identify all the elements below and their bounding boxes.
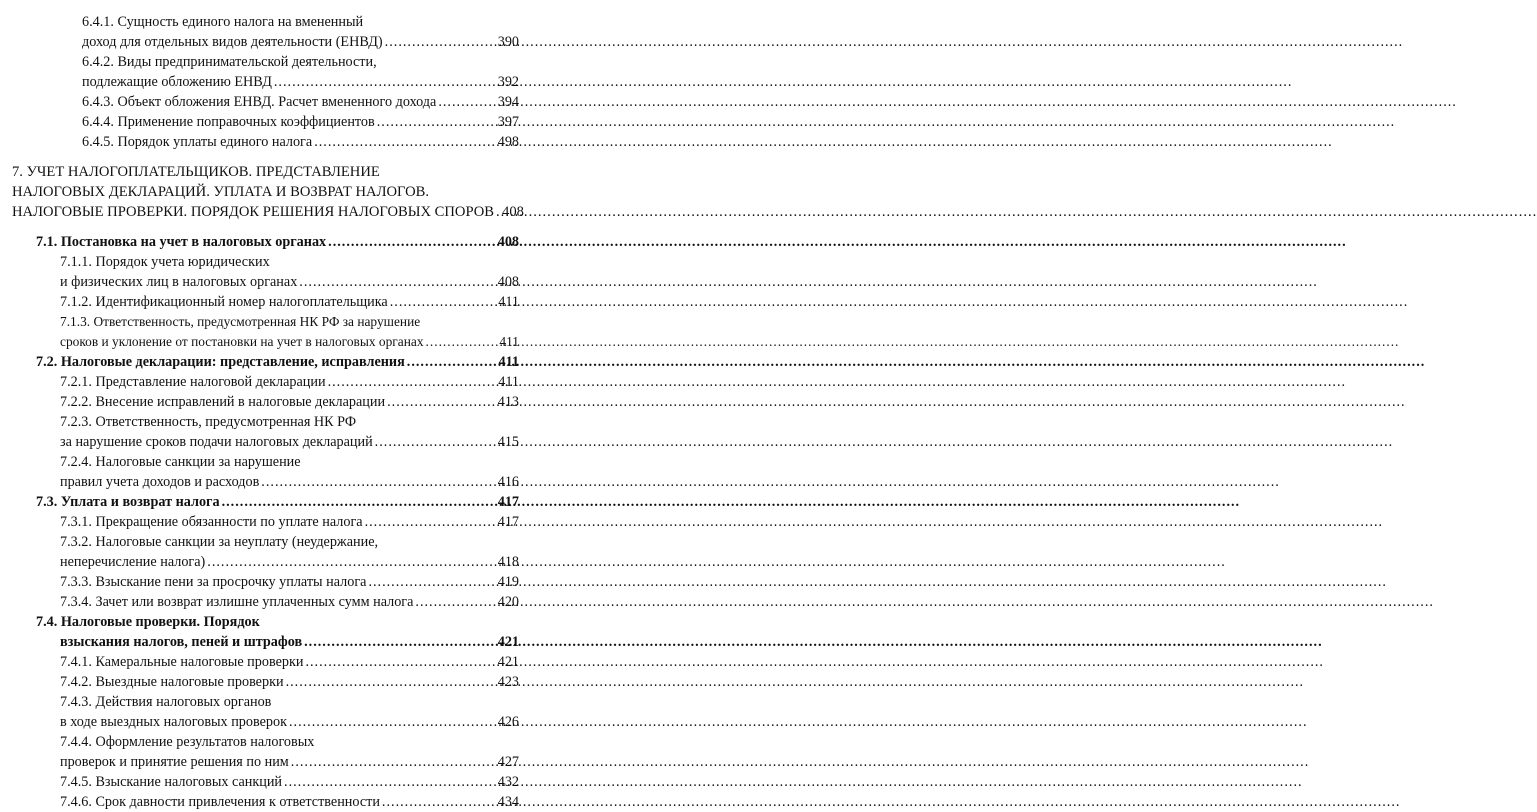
- dot-leader: [286, 672, 496, 692]
- page-number: 417: [497, 494, 519, 510]
- page-number: 426: [497, 714, 519, 730]
- toc-entry-title: 7.3.3. Взыскание пени за просрочку уплаты налога: [60, 574, 367, 590]
- toc-section-title: 7.2. Налоговые декларации: представление, исправления: [36, 354, 405, 370]
- dot-leader: [387, 392, 496, 412]
- dot-leader: [365, 512, 496, 532]
- page-number: 427: [497, 754, 519, 770]
- page-number: 408: [502, 204, 524, 220]
- toc-entry-title: подлежащие обложению ЕНВД: [82, 74, 272, 90]
- dot-leader: [289, 712, 496, 732]
- dot-leader: [291, 752, 496, 772]
- dot-leader: [390, 292, 497, 312]
- toc-entry-title: 7.4.5. Взыскание налоговых санкций: [60, 774, 283, 790]
- dot-leader: [496, 202, 500, 222]
- page-number: 416: [497, 474, 519, 490]
- page-number: 413: [497, 394, 519, 410]
- toc-section-title: 7.1. Постановка на учет в налоговых органах: [36, 234, 327, 250]
- dot-leader: [207, 552, 495, 572]
- toc-entry-title: 7.4.2. Выездные налоговые проверки: [60, 674, 284, 690]
- page-number: 432: [497, 774, 519, 790]
- dot-leader: [304, 632, 496, 652]
- toc-entry-title: 7.1.1. Порядок учета юридических: [60, 254, 270, 270]
- toc-chapter-title: НАЛОГОВЫЕ ПРОВЕРКИ. ПОРЯДОК РЕШЕНИЯ НАЛОГОВЫХ СПОРОВ: [12, 204, 495, 220]
- toc-chapter-title: 7. УЧЕТ НАЛОГОПЛАТЕЛЬЩИКОВ. ПРЕДСТАВЛЕНИЕ: [12, 164, 380, 180]
- toc-entry-title: 7.4.6. Срок давности привлечения к ответственности: [60, 794, 380, 810]
- dot-leader: [382, 792, 496, 812]
- page-number: 420: [497, 594, 519, 610]
- toc-entry-title: доход для отдельных видов деятельности (ЕНВД): [82, 34, 383, 50]
- toc-section-title: 7.4. Налоговые проверки. Порядок: [36, 614, 260, 630]
- toc-entry-title: проверок и принятие решения по ним: [60, 754, 289, 770]
- page-number: 408: [497, 234, 519, 250]
- toc-entry-title: 7.2.3. Ответственность, предусмотренная НК РФ: [60, 414, 357, 430]
- toc-entry-title: неперечисление налога): [60, 554, 206, 570]
- toc-entry-title: и физических лиц в налоговых органах: [60, 274, 298, 290]
- page-number: 421: [497, 654, 519, 670]
- dot-leader: [377, 112, 496, 132]
- toc-entry-title: 6.4.5. Порядок уплаты единого налога: [82, 134, 313, 150]
- dot-leader: [222, 492, 496, 512]
- page-number: 418: [497, 554, 519, 570]
- dot-leader: [328, 372, 497, 392]
- dot-leader: [261, 472, 495, 492]
- toc-entry-title: 7.4.4. Оформление результатов налоговых: [60, 734, 315, 750]
- toc-entry-title: 7.1.3. Ответственность, предусмотренная НК РФ за нарушение: [60, 314, 421, 329]
- page-number: 411: [498, 354, 519, 370]
- toc-entry-title: правил учета доходов и расходов: [60, 474, 260, 490]
- dot-leader: [407, 352, 497, 372]
- page-number: 421: [497, 634, 519, 650]
- toc-entry-title: 6.4.3. Объект обложения ЕНВД. Расчет вмененного дохода: [82, 94, 437, 110]
- toc-entry-title: за нарушение сроков подачи налоговых деклараций: [60, 434, 373, 450]
- toc-entry-title: 7.3.1. Прекращение обязанности по уплате налога: [60, 514, 363, 530]
- toc-entry-title: сроков и уклонение от постановки на учет в налоговых органах: [60, 334, 424, 349]
- toc-entry-title: 7.1.2. Идентификационный номер налогоплательщика: [60, 294, 388, 310]
- dot-leader: [415, 592, 495, 612]
- page-number: 390: [497, 34, 519, 50]
- toc-entry-title: 6.4.1. Сущность единого налога на вмененный: [82, 14, 364, 30]
- dot-leader: [385, 32, 496, 52]
- page-number: 408: [497, 274, 519, 290]
- table-of-contents: [0, 0, 529, 810]
- page-number: 415: [497, 434, 519, 450]
- page-number: 423: [497, 674, 519, 690]
- dot-leader: [305, 652, 495, 672]
- toc-entry-title: 7.4.1. Камеральные налоговые проверки: [60, 654, 304, 670]
- page-number: 392: [497, 74, 519, 90]
- dot-leader: [328, 232, 496, 252]
- toc-entry-title: 7.2.1. Представление налоговой декларации: [60, 374, 326, 390]
- dot-leader: [375, 432, 496, 452]
- dot-leader: [426, 332, 498, 352]
- page-number: 411: [498, 374, 519, 390]
- dot-leader: [438, 92, 495, 112]
- toc-section-title: взыскания налогов, пеней и штрафов: [60, 634, 303, 650]
- dot-leader: [314, 132, 496, 152]
- page-number: 411: [499, 334, 519, 349]
- toc-entry-title: 7.3.2. Налоговые санкции за неуплату (неудержание,: [60, 534, 379, 550]
- page-number: 394: [497, 94, 519, 110]
- toc-entry-title: 7.2.2. Внесение исправлений в налоговые декларации: [60, 394, 386, 410]
- toc-entry-title: 6.4.2. Виды предпринимательской деятельности,: [82, 54, 377, 70]
- dot-leader: [299, 272, 495, 292]
- toc-entry-title: 6.4.4. Применение поправочных коэффициентов: [82, 114, 375, 130]
- page-number: 434: [497, 794, 519, 810]
- toc-chapter-title: НАЛОГОВЫХ ДЕКЛАРАЦИЙ. УПЛАТА И ВОЗВРАТ НАЛОГОВ.: [12, 184, 430, 200]
- toc-section-title: 7.3. Уплата и возврат налога: [36, 494, 220, 510]
- page-number: 498: [497, 134, 519, 150]
- page-number: 417: [497, 514, 519, 530]
- toc-entry-title: в ходе выездных налоговых проверок: [60, 714, 287, 730]
- toc-entry-title: 7.4.3. Действия налоговых органов: [60, 694, 272, 710]
- toc-entry-title: 7.3.4. Зачет или возврат излишне уплаченных сумм налога: [60, 594, 414, 610]
- dot-leader: [368, 572, 495, 592]
- toc-entry-title: 7.2.4. Налоговые санкции за нарушение: [60, 454, 301, 470]
- dot-leader: [284, 772, 496, 792]
- page-number: 397: [497, 114, 519, 130]
- dot-leader: [274, 72, 496, 92]
- page-number: 411: [498, 294, 519, 310]
- page-number: 419: [497, 574, 519, 590]
